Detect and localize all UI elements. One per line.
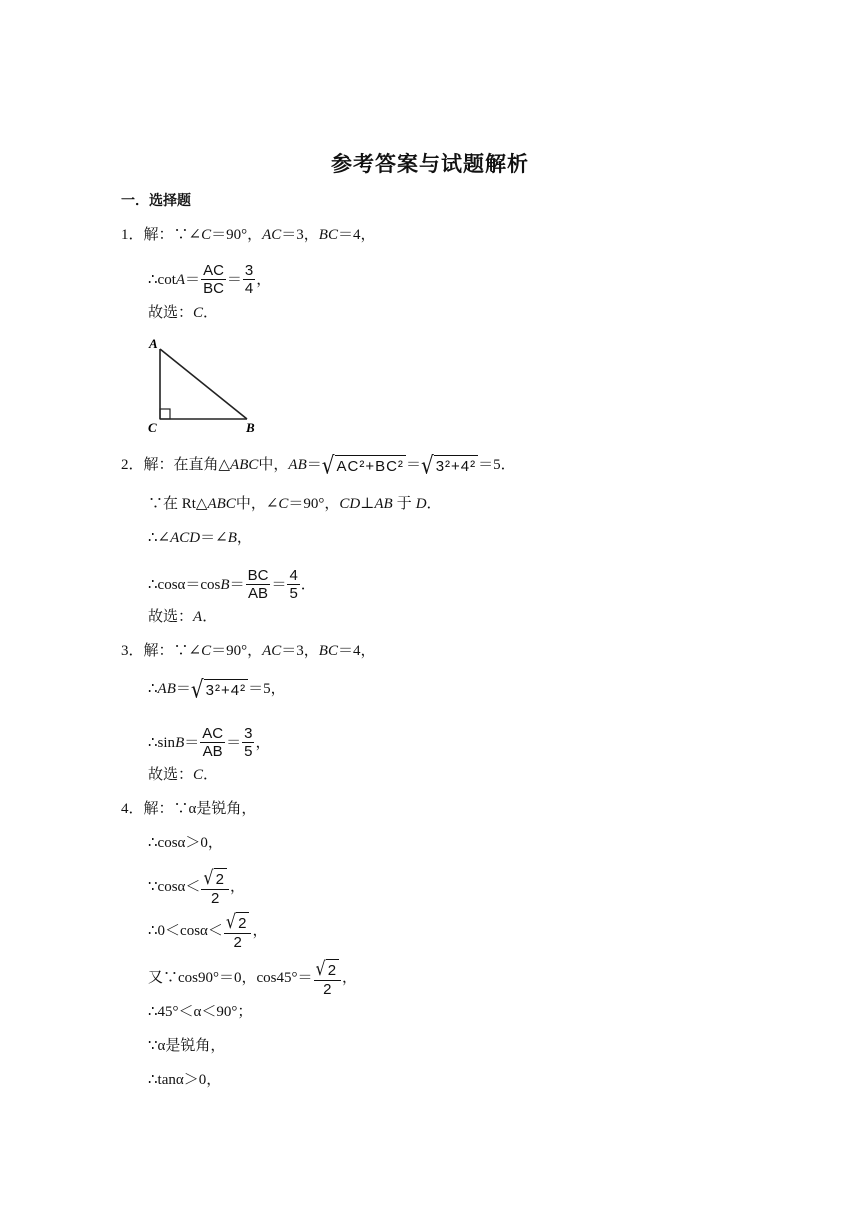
q4-line-1: 4．解：∵α是锐角， <box>121 801 257 817</box>
text: 故选： <box>148 767 194 783</box>
text: ． <box>202 609 218 625</box>
text: AC <box>262 643 282 659</box>
q3-line-3 <box>148 725 270 760</box>
q1-answer <box>148 303 218 323</box>
numerator: 4 <box>289 567 298 584</box>
q4-line-5 <box>148 958 357 998</box>
numerator: 3 <box>244 725 253 742</box>
denominator: AB <box>202 743 223 760</box>
fraction <box>201 262 226 297</box>
text: B <box>175 734 185 751</box>
text: C <box>201 643 212 659</box>
text: ＝5． <box>478 457 516 473</box>
text: D <box>415 496 427 512</box>
text: 3．解：∵∠ <box>121 643 202 659</box>
text: ＝3， <box>281 227 319 243</box>
denominator: 2 <box>323 981 332 998</box>
denominator: AB <box>248 585 269 602</box>
q2-line-4 <box>148 567 316 602</box>
text: ． <box>426 496 442 512</box>
numerator: AC <box>202 725 224 742</box>
square-root: √ AC²+BC² <box>321 450 404 480</box>
text: 故选： <box>148 305 194 321</box>
text: ⊥ <box>360 496 375 512</box>
numerator: √ 2 <box>314 958 342 981</box>
text: ， <box>236 530 252 546</box>
fraction <box>224 911 252 951</box>
text: ＝90°， <box>211 643 263 659</box>
denominator: 4 <box>244 280 254 297</box>
denominator: 5 <box>244 743 253 760</box>
fraction <box>243 262 255 297</box>
text: ＝ <box>226 271 242 288</box>
text: ， <box>256 271 272 288</box>
fraction <box>246 567 271 602</box>
text: C <box>193 767 204 783</box>
denominator: 5 <box>289 585 298 602</box>
text: ∴ <box>148 681 158 697</box>
text: ＝4， <box>337 227 376 243</box>
q1-line-2 <box>148 262 271 297</box>
text: ∴sin <box>148 734 176 751</box>
q2-line-3 <box>148 528 252 548</box>
text: C <box>193 305 204 321</box>
text: A <box>175 271 186 288</box>
numerator: BC <box>247 567 269 584</box>
q4-line-7: ∵α是锐角， <box>148 1038 226 1054</box>
q4-line-8: ∴tanα＞0， <box>148 1072 222 1088</box>
numerator: √ 2 <box>201 867 229 890</box>
fraction <box>201 867 229 907</box>
text: ∴cot <box>148 271 176 288</box>
text: ， <box>229 879 245 895</box>
vertex-label-b: B <box>246 420 255 435</box>
q3-line-1 <box>121 641 375 661</box>
text: 又∵cos90°＝0，cos45°＝ <box>148 970 313 986</box>
text: 1．解：∵∠ <box>121 227 202 243</box>
section-heading: 一．选择题 <box>121 193 191 209</box>
denominator: 2 <box>211 890 220 907</box>
q4-line-3 <box>148 867 245 907</box>
q4-line-2: ∴cosα＞0， <box>148 835 223 851</box>
q1-line-1 <box>121 225 375 245</box>
square-root: √ 3²+4² <box>190 674 247 704</box>
radicand: 3²+4² <box>434 455 478 476</box>
text: ∵cosα＜ <box>148 879 201 895</box>
q2-answer <box>148 607 217 627</box>
text: ABC <box>207 496 236 512</box>
text: ， <box>255 734 271 751</box>
denominator: 2 <box>233 934 242 951</box>
text: 中，∠ <box>235 496 279 512</box>
q2-line-2 <box>148 494 442 514</box>
fraction <box>200 725 225 760</box>
edge-ab <box>160 349 247 419</box>
text: 2．解：在直角△ <box>121 457 231 473</box>
text: AB <box>288 457 307 473</box>
text: AB <box>157 681 176 697</box>
radicand: AC²+BC² <box>335 455 406 476</box>
text: BC <box>318 227 338 243</box>
radicand: 2 <box>236 912 249 933</box>
square-root: √ 3²+4² <box>420 450 477 480</box>
q4-line-6: ∴45°＜α＜90°； <box>148 1004 253 1020</box>
vertex-label-c: C <box>148 420 157 435</box>
text: ＝∠ <box>200 530 228 546</box>
text: ． <box>203 767 219 783</box>
text: ∴cosα＝cos <box>148 576 221 593</box>
text: ＝5， <box>248 681 286 697</box>
text: 于 <box>396 496 412 512</box>
text: ＝ <box>175 681 191 697</box>
text: ． <box>300 576 316 593</box>
text: ＝ <box>184 734 200 751</box>
numerator: 3 <box>244 262 254 279</box>
text: CD <box>339 496 361 512</box>
text: ＝ <box>271 576 287 593</box>
text: ∴∠ <box>148 530 171 546</box>
text: C <box>278 496 289 512</box>
q3-answer <box>148 765 218 785</box>
text: AB <box>374 496 393 512</box>
text: ＝90°， <box>211 227 263 243</box>
page-title: 参考答案与试题解析 <box>331 152 529 176</box>
text: ＝4， <box>337 643 376 659</box>
radicand: 2 <box>214 868 227 889</box>
radicand: 2 <box>326 959 339 980</box>
text: ， <box>252 923 268 939</box>
q3-line-2 <box>148 674 286 704</box>
text: AC <box>262 227 282 243</box>
text: ＝ <box>226 734 242 751</box>
right-angle-mark <box>160 409 170 419</box>
right-triangle-figure <box>143 333 263 437</box>
fraction <box>287 567 299 602</box>
text: ABC <box>230 457 259 473</box>
text: BC <box>318 643 338 659</box>
text: ． <box>203 305 219 321</box>
text: ∵在 Rt△ <box>148 496 208 512</box>
text: ACD <box>170 530 201 546</box>
q4-line-4 <box>148 911 267 951</box>
text: C <box>201 227 212 243</box>
numerator: √ 2 <box>224 911 252 934</box>
denominator: BC <box>203 280 224 297</box>
fraction <box>242 725 254 760</box>
numerator: AC <box>203 262 224 279</box>
text: ＝ <box>229 576 245 593</box>
text: ＝ <box>306 457 322 473</box>
vertex-label-a: A <box>149 336 158 351</box>
fraction <box>314 958 342 998</box>
text: ＝3， <box>281 643 319 659</box>
text: ， <box>342 970 358 986</box>
text: 故选： <box>148 609 194 625</box>
text: ∴0＜cosα＜ <box>148 923 223 939</box>
text: ＝ <box>185 271 201 288</box>
text: B <box>220 576 230 593</box>
text: 中， <box>258 457 289 473</box>
text: B <box>227 530 237 546</box>
text: ＝90°， <box>288 496 340 512</box>
text: A <box>193 609 203 625</box>
text: ＝ <box>405 457 421 473</box>
radicand: 3²+4² <box>204 679 248 700</box>
q2-line-1 <box>121 450 516 480</box>
